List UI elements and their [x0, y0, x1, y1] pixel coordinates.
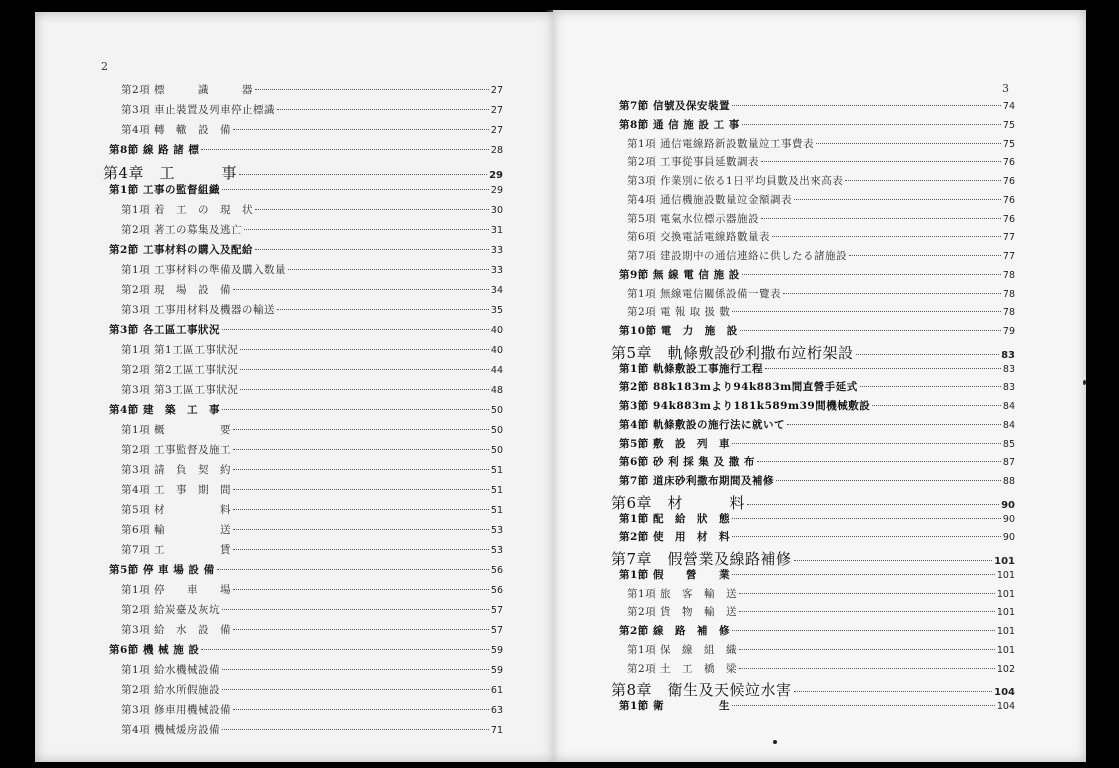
- toc-entry-title: 第1節 配 給 狀 態: [619, 512, 730, 525]
- toc-entry-title: 第6章 材 料: [611, 493, 746, 512]
- toc-entry-title: 第1項 着 工 の 現 状: [121, 204, 254, 216]
- toc-entry-page: 44: [490, 365, 503, 376]
- leader-dots: [787, 424, 1001, 425]
- toc-entry-item: [627, 604, 1015, 620]
- leader-dots: [244, 229, 489, 230]
- toc-entry-item: [627, 248, 1015, 264]
- leader-dots: [794, 560, 993, 561]
- toc-entry-title: 第8章 衛生及天候竝水害: [611, 681, 792, 700]
- toc-entry-page: 27: [490, 85, 503, 96]
- toc-entry-page: 76: [1002, 157, 1015, 169]
- toc-entry-section: [619, 454, 1015, 470]
- ink-speck: [773, 740, 777, 744]
- toc-entry-page: 84: [1002, 419, 1015, 431]
- toc-entry-page: 40: [490, 325, 503, 336]
- toc-entry-page: 48: [490, 385, 503, 396]
- toc-entry-item: [121, 682, 503, 698]
- leader-dots: [742, 274, 1001, 275]
- leader-dots: [240, 389, 489, 390]
- toc-entry-title: 第2項 給水所假施設: [121, 684, 221, 696]
- toc-entry-title: 第7章 假營業及線路補修: [611, 550, 792, 568]
- toc-entry-page: 63: [490, 705, 503, 716]
- toc-entry-page: 34: [490, 285, 503, 296]
- toc-entry-item: [121, 262, 503, 278]
- toc-entry-page: 27: [490, 105, 503, 116]
- leader-dots: [783, 293, 1001, 294]
- leader-dots: [222, 329, 489, 330]
- leader-dots: [757, 461, 1001, 462]
- leader-dots: [747, 504, 999, 505]
- toc-entry-section: [109, 142, 503, 158]
- toc-entry-title: 第3項 修車用機械設備: [121, 704, 232, 716]
- toc-entry-page: 83: [1002, 382, 1015, 394]
- toc-entry-section: [109, 402, 503, 418]
- toc-entry-item: [121, 82, 503, 98]
- toc-entry-section: [619, 698, 1015, 714]
- toc-entry-item: [121, 622, 503, 638]
- toc-entry-page: 90: [1002, 532, 1015, 544]
- leader-dots: [732, 574, 995, 575]
- toc-entry-page: 35: [490, 305, 503, 316]
- leader-dots: [233, 489, 489, 490]
- leader-dots: [255, 89, 489, 90]
- toc-entry-page: 51: [490, 465, 503, 476]
- toc-entry-title: 第2項 給炭臺及灰坑: [121, 604, 221, 616]
- leader-dots: [761, 161, 1001, 162]
- toc-entry-page: 31: [490, 225, 503, 236]
- leader-dots: [233, 529, 489, 530]
- toc-entry-title: 第1項 保 線 組 織: [627, 643, 738, 656]
- toc-entry-section: [619, 323, 1015, 339]
- toc-entry-item: [121, 522, 503, 538]
- toc-entry-item: [121, 342, 503, 358]
- toc-entry-chapter: [611, 342, 1015, 362]
- toc-entry-section: [619, 511, 1015, 527]
- toc-entry-title: 第3項 工事用材料及機器の輸送: [121, 304, 276, 316]
- toc-entry-section: [619, 98, 1015, 114]
- toc-entry-title: 第2項 標 識 器: [121, 84, 254, 96]
- leader-dots: [255, 249, 489, 250]
- leader-dots: [277, 309, 489, 310]
- toc-entry-title: 第4項 機械煖房設備: [121, 724, 221, 736]
- toc-entry-title: 第1節 衛 生: [619, 700, 730, 712]
- toc-entry-section: [619, 361, 1015, 377]
- leader-dots: [845, 180, 1001, 181]
- toc-entry-title: 第5項 電氣水位標示器施設: [627, 212, 760, 225]
- leader-dots: [222, 609, 489, 610]
- toc-entry-item: [121, 502, 503, 518]
- ink-speck: [1083, 380, 1086, 385]
- toc-entry-title: 第2節 工事材料の購入及配給: [109, 244, 253, 256]
- leader-dots: [816, 143, 1001, 144]
- toc-entry-page: 75: [1002, 138, 1015, 150]
- toc-entry-page: 56: [490, 585, 503, 596]
- leader-dots: [222, 669, 489, 670]
- leader-dots: [742, 124, 1001, 125]
- toc-entry-title: 第2項 著工の募集及逃亡: [121, 224, 243, 236]
- toc-entry-item: [121, 722, 503, 738]
- toc-entry-item: [121, 362, 503, 378]
- toc-entry-page: 76: [1002, 213, 1015, 225]
- toc-entry-page: 71: [490, 725, 503, 736]
- toc-entry-item: [627, 229, 1015, 245]
- toc-entry-title: 第2節 88k183mより94k883m間直營手延式: [619, 381, 858, 394]
- left-page: [35, 12, 554, 762]
- toc-entry-item: [121, 302, 503, 318]
- toc-entry-title: 第2項 工事從事員延數調表: [627, 156, 760, 169]
- toc-entry-title: 第1項 第1工區工事狀況: [121, 344, 239, 356]
- toc-entry-item: [121, 462, 503, 478]
- toc-entry-page: 101: [996, 626, 1015, 637]
- toc-entry-title: 第4項 轉 轍 設 備: [121, 124, 232, 136]
- leader-dots: [222, 189, 489, 190]
- toc-entry-page: 101: [996, 607, 1015, 619]
- toc-entry-title: 第6節 機 械 施 設: [109, 644, 200, 656]
- toc-entry-page: 51: [490, 505, 503, 516]
- toc-entry-title: 第7節 信號及保安裝置: [619, 100, 730, 112]
- toc-entry-title: 第10節 電 力 施 設: [619, 325, 738, 337]
- toc-entry-page: 75: [1002, 119, 1015, 131]
- toc-entry-page: 101: [996, 588, 1015, 600]
- leader-dots: [732, 705, 995, 706]
- page-number: 2: [101, 60, 108, 73]
- toc-entry-title: 第2項 土 工 橋 梁: [627, 662, 738, 675]
- toc-entry-page: 84: [1002, 401, 1015, 412]
- toc-entry-item: [121, 582, 503, 598]
- toc-entry-item: [627, 211, 1015, 227]
- toc-entry-title: 第1項 給水機械設備: [121, 664, 221, 676]
- leader-dots: [739, 668, 995, 669]
- toc-entry-page: 61: [490, 685, 503, 696]
- toc-entry-item: [627, 661, 1015, 677]
- toc-entry-title: 第3項 作業別に依る1日平均員數及出來高表: [627, 175, 844, 187]
- toc-entry-section: [109, 642, 503, 658]
- toc-entry-item: [121, 602, 503, 618]
- leader-dots: [732, 105, 1001, 106]
- toc-entry-item: [121, 542, 503, 558]
- leader-dots: [794, 199, 1001, 200]
- leader-dots: [240, 349, 489, 350]
- toc-entry-chapter: [611, 679, 1015, 699]
- toc-entry-section: [619, 417, 1015, 433]
- leader-dots: [222, 409, 489, 410]
- leader-dots: [233, 589, 489, 590]
- toc-entry-title: 第5節 敷 設 列 車: [619, 437, 730, 450]
- toc-entry-page: 50: [490, 445, 503, 456]
- toc-entry-section: [619, 529, 1015, 545]
- leader-dots: [233, 289, 489, 290]
- leader-dots: [772, 236, 1001, 237]
- toc-entry-title: 第4節 建 築 工 事: [109, 404, 220, 416]
- toc-entry-page: 88: [1002, 476, 1015, 487]
- toc-entry-chapter: [611, 492, 1015, 512]
- leader-dots: [761, 218, 1001, 219]
- leader-dots: [860, 386, 1001, 387]
- leader-dots: [233, 509, 489, 510]
- toc-entry-page: 53: [490, 525, 503, 536]
- leader-dots: [872, 405, 1001, 406]
- toc-entry-item: [121, 382, 503, 398]
- leader-dots: [856, 354, 1000, 355]
- toc-entry-item: [121, 282, 503, 298]
- toc-entry-item: [627, 304, 1015, 320]
- toc-entry-page: 101: [994, 556, 1015, 567]
- toc-entry-page: 56: [490, 565, 503, 576]
- leader-dots: [732, 518, 1001, 519]
- toc-entry-item: [121, 662, 503, 678]
- toc-entry-page: 53: [490, 545, 503, 556]
- toc-entry-title: 第2節 使 用 材 料: [619, 531, 730, 544]
- toc-entry-page: 78: [1002, 288, 1015, 300]
- toc-entry-title: 第3項 第3工區工事狀況: [121, 384, 239, 396]
- toc-entry-page: 104: [994, 687, 1015, 699]
- toc-entry-title: 第4項 工 事 期 間: [121, 484, 232, 496]
- toc-entry-title: 第1項 無線電信關係設備一覽表: [627, 287, 782, 300]
- toc-entry-title: 第1項 停 車 場: [121, 584, 232, 596]
- toc-entry-title: 第9節 無 線 電 信 施 設: [619, 268, 740, 281]
- leader-dots: [765, 368, 1001, 369]
- toc-entry-page: 76: [1002, 176, 1015, 187]
- toc-entry-page: 77: [1002, 232, 1015, 244]
- leader-dots: [233, 469, 489, 470]
- toc-entry-page: 40: [490, 345, 503, 356]
- toc-entry-page: 59: [490, 665, 503, 676]
- leader-dots: [288, 269, 489, 270]
- leader-dots: [233, 709, 489, 710]
- toc-entry-title: 第3項 請 負 契 約: [121, 464, 232, 476]
- toc-entry-page: 85: [1002, 438, 1015, 450]
- toc-entry-title: 第6節 砂 利 採 集 及 撒 布: [619, 456, 755, 469]
- toc-entry-title: 第5章 軌條敷設砂利撒布竝桁架設: [611, 343, 854, 362]
- leader-dots: [222, 689, 489, 690]
- toc-entry-page: 78: [1002, 269, 1015, 281]
- toc-entry-page: 29: [489, 170, 503, 181]
- toc-entry-item: [121, 482, 503, 498]
- toc-entry-section: [619, 436, 1015, 452]
- toc-entry-chapter: [611, 548, 1015, 568]
- toc-entry-page: 79: [1002, 326, 1015, 337]
- toc-entry-item: [627, 642, 1015, 658]
- toc-entry-title: 第4節 軌條敷設の施行法に就いて: [619, 418, 785, 431]
- toc-entry-title: 第8節 線 路 諸 標: [109, 144, 200, 156]
- toc-entry-title: 第1節 假 營 業: [619, 568, 730, 581]
- toc-entry-page: 27: [490, 125, 503, 136]
- toc-entry-section: [619, 117, 1015, 133]
- leader-dots: [739, 593, 995, 594]
- toc-entry-title: 第1項 通信電線路新設數量竝工事費表: [627, 137, 815, 150]
- toc-entry-title: 第1節 軌條敷設工事施行工程: [619, 362, 763, 375]
- toc-entry-title: 第2項 電 報 取 扱 數: [627, 306, 731, 319]
- toc-entry-page: 83: [1001, 349, 1015, 361]
- toc-entry-title: 第3節 各工區工事狀況: [109, 324, 220, 336]
- leader-dots: [233, 449, 489, 450]
- toc-entry-title: 第4項 通信機施設數量竝金額調表: [627, 193, 793, 206]
- leader-dots: [732, 311, 1001, 312]
- toc-entry-item: [121, 202, 503, 218]
- toc-entry-item: [121, 422, 503, 438]
- toc-entry-section: [619, 567, 1015, 583]
- leader-dots: [239, 174, 487, 175]
- toc-entry-title: 第2項 工事監督及施工: [121, 444, 232, 456]
- toc-entry-item: [121, 222, 503, 238]
- toc-entry-page: 33: [490, 245, 503, 256]
- toc-entry-page: 101: [996, 644, 1015, 656]
- toc-entry-page: 51: [490, 485, 503, 496]
- leader-dots: [217, 569, 489, 570]
- toc-entry-page: 30: [490, 205, 503, 216]
- leader-dots: [240, 369, 489, 370]
- page-number: 3: [1002, 82, 1009, 95]
- leader-dots: [776, 480, 1001, 481]
- leader-dots: [740, 330, 1001, 331]
- toc-entry-item: [121, 122, 503, 138]
- toc-entry-title: 第1項 旅 客 輸 送: [627, 587, 738, 600]
- toc-entry-page: 104: [996, 701, 1015, 712]
- leader-dots: [233, 549, 489, 550]
- leader-dots: [849, 255, 1001, 256]
- toc-entry-title: 第5節 停 車 場 設 備: [109, 564, 215, 576]
- leader-dots: [222, 729, 489, 730]
- toc-entry-page: 57: [490, 605, 503, 616]
- toc-entry-title: 第4章 工 事: [103, 164, 238, 182]
- toc-entry-chapter: [103, 162, 503, 182]
- toc-entry-title: 第1項 概 要: [121, 424, 232, 436]
- toc-entry-page: 50: [490, 425, 503, 436]
- toc-entry-title: 第2項 第2工區工事狀況: [121, 364, 239, 376]
- toc-entry-title: 第5項 材 料: [121, 504, 232, 516]
- toc-entry-title: 第3項 車止裝置及列車停止標識: [121, 104, 276, 116]
- toc-entry-section: [109, 242, 503, 258]
- toc-entry-item: [121, 702, 503, 718]
- toc-entry-section: [109, 322, 503, 338]
- toc-entry-title: 第3項 給 水 設 備: [121, 624, 232, 636]
- toc-entry-title: 第2項 貨 物 輸 送: [627, 606, 738, 619]
- toc-entry-page: 33: [490, 265, 503, 276]
- toc-entry-item: [121, 442, 503, 458]
- toc-entry-section: [619, 473, 1015, 489]
- leader-dots: [739, 649, 995, 650]
- toc-entry-page: 59: [490, 645, 503, 656]
- toc-entry-section: [619, 267, 1015, 283]
- leader-dots: [277, 109, 489, 110]
- toc-entry-title: 第8節 通 信 施 設 工 事: [619, 118, 740, 131]
- toc-entry-item: [627, 173, 1015, 189]
- toc-entry-section: [619, 623, 1015, 639]
- toc-entry-title: 第7項 工 賃: [121, 544, 232, 556]
- leader-dots: [255, 209, 489, 210]
- right-page: [553, 10, 1086, 762]
- leader-dots: [233, 129, 489, 130]
- toc-entry-page: 29: [490, 185, 503, 196]
- toc-entry-section: [109, 562, 503, 578]
- toc-entry-page: 57: [490, 625, 503, 636]
- toc-entry-page: 90: [1001, 499, 1015, 511]
- toc-entry-page: 50: [490, 405, 503, 416]
- toc-entry-item: [121, 102, 503, 118]
- leader-dots: [794, 691, 993, 692]
- leader-dots: [732, 443, 1001, 444]
- toc-entry-item: [627, 192, 1015, 208]
- toc-entry-item: [627, 154, 1015, 170]
- toc-entry-page: 87: [1002, 457, 1015, 469]
- toc-entry-page: 76: [1002, 194, 1015, 206]
- toc-entry-title: 第2節 線 路 補 修: [619, 625, 730, 637]
- toc-entry-title: 第6項 交換電話電線路數量表: [627, 231, 771, 244]
- leader-dots: [739, 611, 995, 612]
- leader-dots: [732, 630, 995, 631]
- leader-dots: [233, 629, 489, 630]
- leader-dots: [201, 649, 488, 650]
- toc-entry-page: 77: [1002, 251, 1015, 262]
- toc-entry-title: 第1項 工事材料の準備及購入数量: [121, 264, 287, 276]
- toc-entry-title: 第2項 現 場 設 備: [121, 284, 232, 296]
- toc-entry-item: [627, 136, 1015, 152]
- toc-entry-page: 83: [1002, 363, 1015, 375]
- toc-entry-section: [109, 182, 503, 198]
- toc-entry-section: [619, 379, 1015, 395]
- toc-entry-page: 74: [1002, 101, 1015, 112]
- leader-dots: [201, 149, 488, 150]
- leader-dots: [233, 429, 489, 430]
- toc-entry-page: 90: [1002, 513, 1015, 525]
- toc-entry-page: 101: [996, 569, 1015, 581]
- leader-dots: [732, 536, 1001, 537]
- toc-entry-page: 102: [996, 663, 1015, 675]
- toc-entry-section: [619, 398, 1015, 414]
- toc-entry-title: 第6項 輸 送: [121, 524, 232, 536]
- toc-entry-title: 第7項 建設期中の通信連絡に供したる諸施設: [627, 250, 848, 262]
- toc-entry-page: 28: [490, 145, 503, 156]
- toc-entry-title: 第7節 道床砂利撒布期間及補修: [619, 475, 774, 487]
- toc-entry-title: 第1節 工事の監督組織: [109, 184, 220, 196]
- toc-entry-item: [627, 586, 1015, 602]
- toc-entry-item: [627, 286, 1015, 302]
- toc-entry-page: 78: [1002, 307, 1015, 319]
- toc-entry-title: 第3節 94k883mより181k589m39間機械敷設: [619, 400, 871, 412]
